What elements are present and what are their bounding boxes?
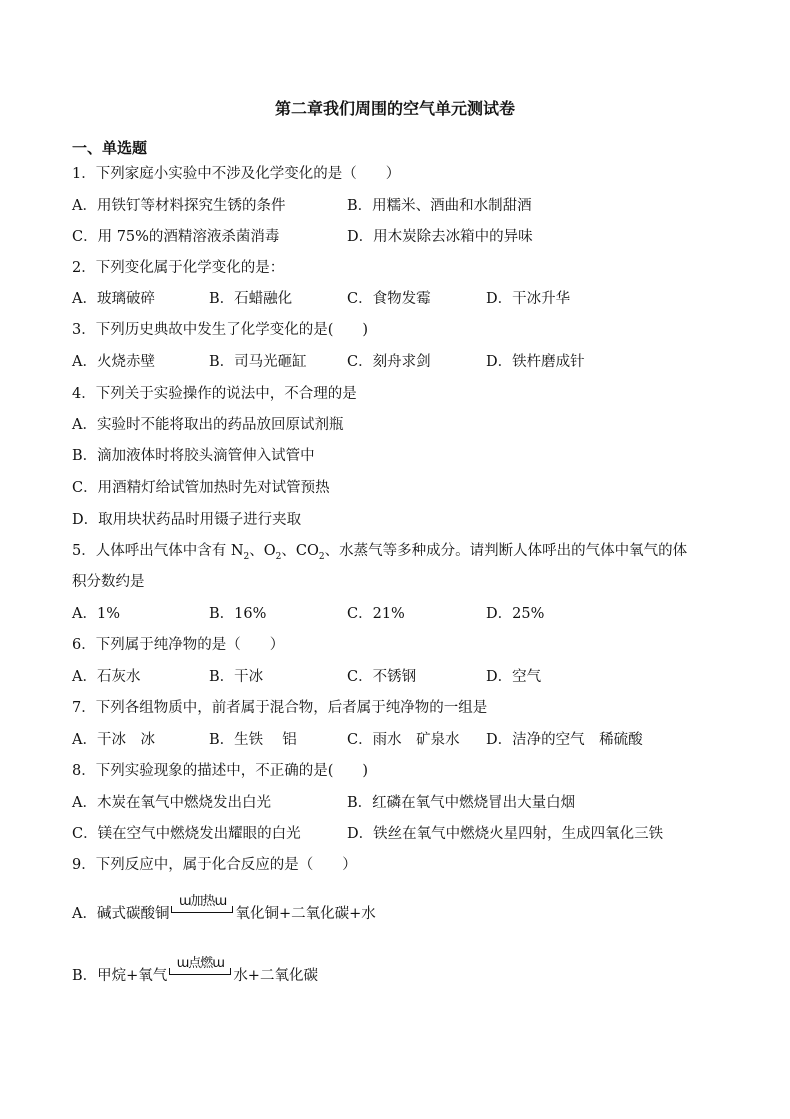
question-3-option-a: A．火烧赤壁 <box>72 354 155 370</box>
page-title: 第二章我们周围的空气单元测试卷 <box>274 99 515 118</box>
question-4-option-b: B．滴加液体时将胶头滴管伸入试管中 <box>72 448 315 464</box>
question-3-option-d: D．铁杵磨成针 <box>486 354 585 370</box>
question-5-option-d: D．25% <box>486 606 545 622</box>
question-5-stem: 5．人体呼出气体中含有 $N_2$、$O_2$、$CO_2$、水蒸气等多种成分。请判断人体呼出的气体中氧气的体 <box>72 543 688 562</box>
question-6-option-b: B．干冰 <box>209 669 264 685</box>
question-5-option-c: C．21% <box>347 606 405 622</box>
section-heading: 一、单选题 <box>72 139 148 157</box>
question-5-stem-continued: 积分数约是 <box>72 574 145 590</box>
question-6-option-d: D．空气 <box>486 669 542 685</box>
question-2-stem: 2．下列变化属于化学变化的是： <box>72 260 285 276</box>
question-3-option-c: C．刻舟求剑 <box>347 354 431 370</box>
question-8-option-c: C．镁在空气中燃烧发出耀眼的白光 <box>72 826 301 842</box>
question-2-option-c: C．食物发霉 <box>347 291 431 307</box>
question-7-option-c: C．雨水 矿泉水 <box>347 732 460 748</box>
question-5-option-a: A．1% <box>72 606 120 622</box>
question-6-option-a: A．石灰水 <box>72 669 141 685</box>
question-9-option-a: A．碱式碳酸铜 ɯ加热ɯ 氧化铜+二氧化碳+水 <box>72 894 376 922</box>
question-2-option-d: D．干冰升华 <box>486 291 571 307</box>
question-3-option-b: B．司马光砸缸 <box>209 354 307 370</box>
question-8-option-b: B．红磷在氧气中燃烧冒出大量白烟 <box>347 795 576 811</box>
question-7-option-d: D．洁净的空气 稀硫酸 <box>486 732 643 748</box>
question-1-option-d: D．用木炭除去冰箱中的异味 <box>347 229 533 245</box>
question-2-option-b: B．石蜡融化 <box>209 291 293 307</box>
question-8-stem: 8．下列实验现象的描述中，不正确的是( ) <box>72 763 369 779</box>
question-1-stem: 1．下列家庭小实验中不涉及化学变化的是（ ） <box>72 166 401 182</box>
question-9-stem: 9．下列反应中，属于化合反应的是（ ） <box>72 857 357 873</box>
question-3-stem: 3．下列历史典故中发生了化学变化的是( ) <box>72 322 369 338</box>
question-4-option-d: D．取用块状药品时用镊子进行夹取 <box>72 512 302 528</box>
question-6-stem: 6．下列属于纯净物的是（ ） <box>72 637 285 653</box>
question-7-option-a: A．干冰 冰 <box>72 732 155 748</box>
question-7-option-b: B．生铁 铝 <box>209 732 297 748</box>
question-1-option-c: C．用 75%的酒精溶液杀菌消毒 <box>72 229 280 245</box>
question-8-option-a: A．木炭在氧气中燃烧发出白光 <box>72 795 271 811</box>
question-1-option-b: B．用糯米、酒曲和水制甜酒 <box>347 198 532 214</box>
question-9-option-b: B．甲烷+氧气 ɯ点燃ɯ 水+二氧化碳 <box>72 956 318 984</box>
question-1-option-a: A．用铁钉等材料探究生锈的条件 <box>72 198 286 214</box>
question-7-stem: 7．下列各组物质中，前者属于混合物，后者属于纯净物的一组是 <box>72 700 488 716</box>
question-2-option-a: A．玻璃破碎 <box>72 291 155 307</box>
reaction-arrow-icon: ɯ加热ɯ <box>171 904 233 924</box>
question-6-option-c: C．不锈钢 <box>347 669 417 685</box>
question-8-option-d: D．铁丝在氧气中燃烧火星四射，生成四氧化三铁 <box>347 826 664 842</box>
question-4-stem: 4．下列关于实验操作的说法中，不合理的是 <box>72 386 357 402</box>
question-4-option-a: A．实验时不能将取出的药品放回原试剂瓶 <box>72 417 344 433</box>
question-4-option-c: C．用酒精灯给试管加热时先对试管预热 <box>72 480 330 496</box>
question-5-option-b: B．16% <box>209 606 267 622</box>
reaction-arrow-icon: ɯ点燃ɯ <box>169 966 231 986</box>
